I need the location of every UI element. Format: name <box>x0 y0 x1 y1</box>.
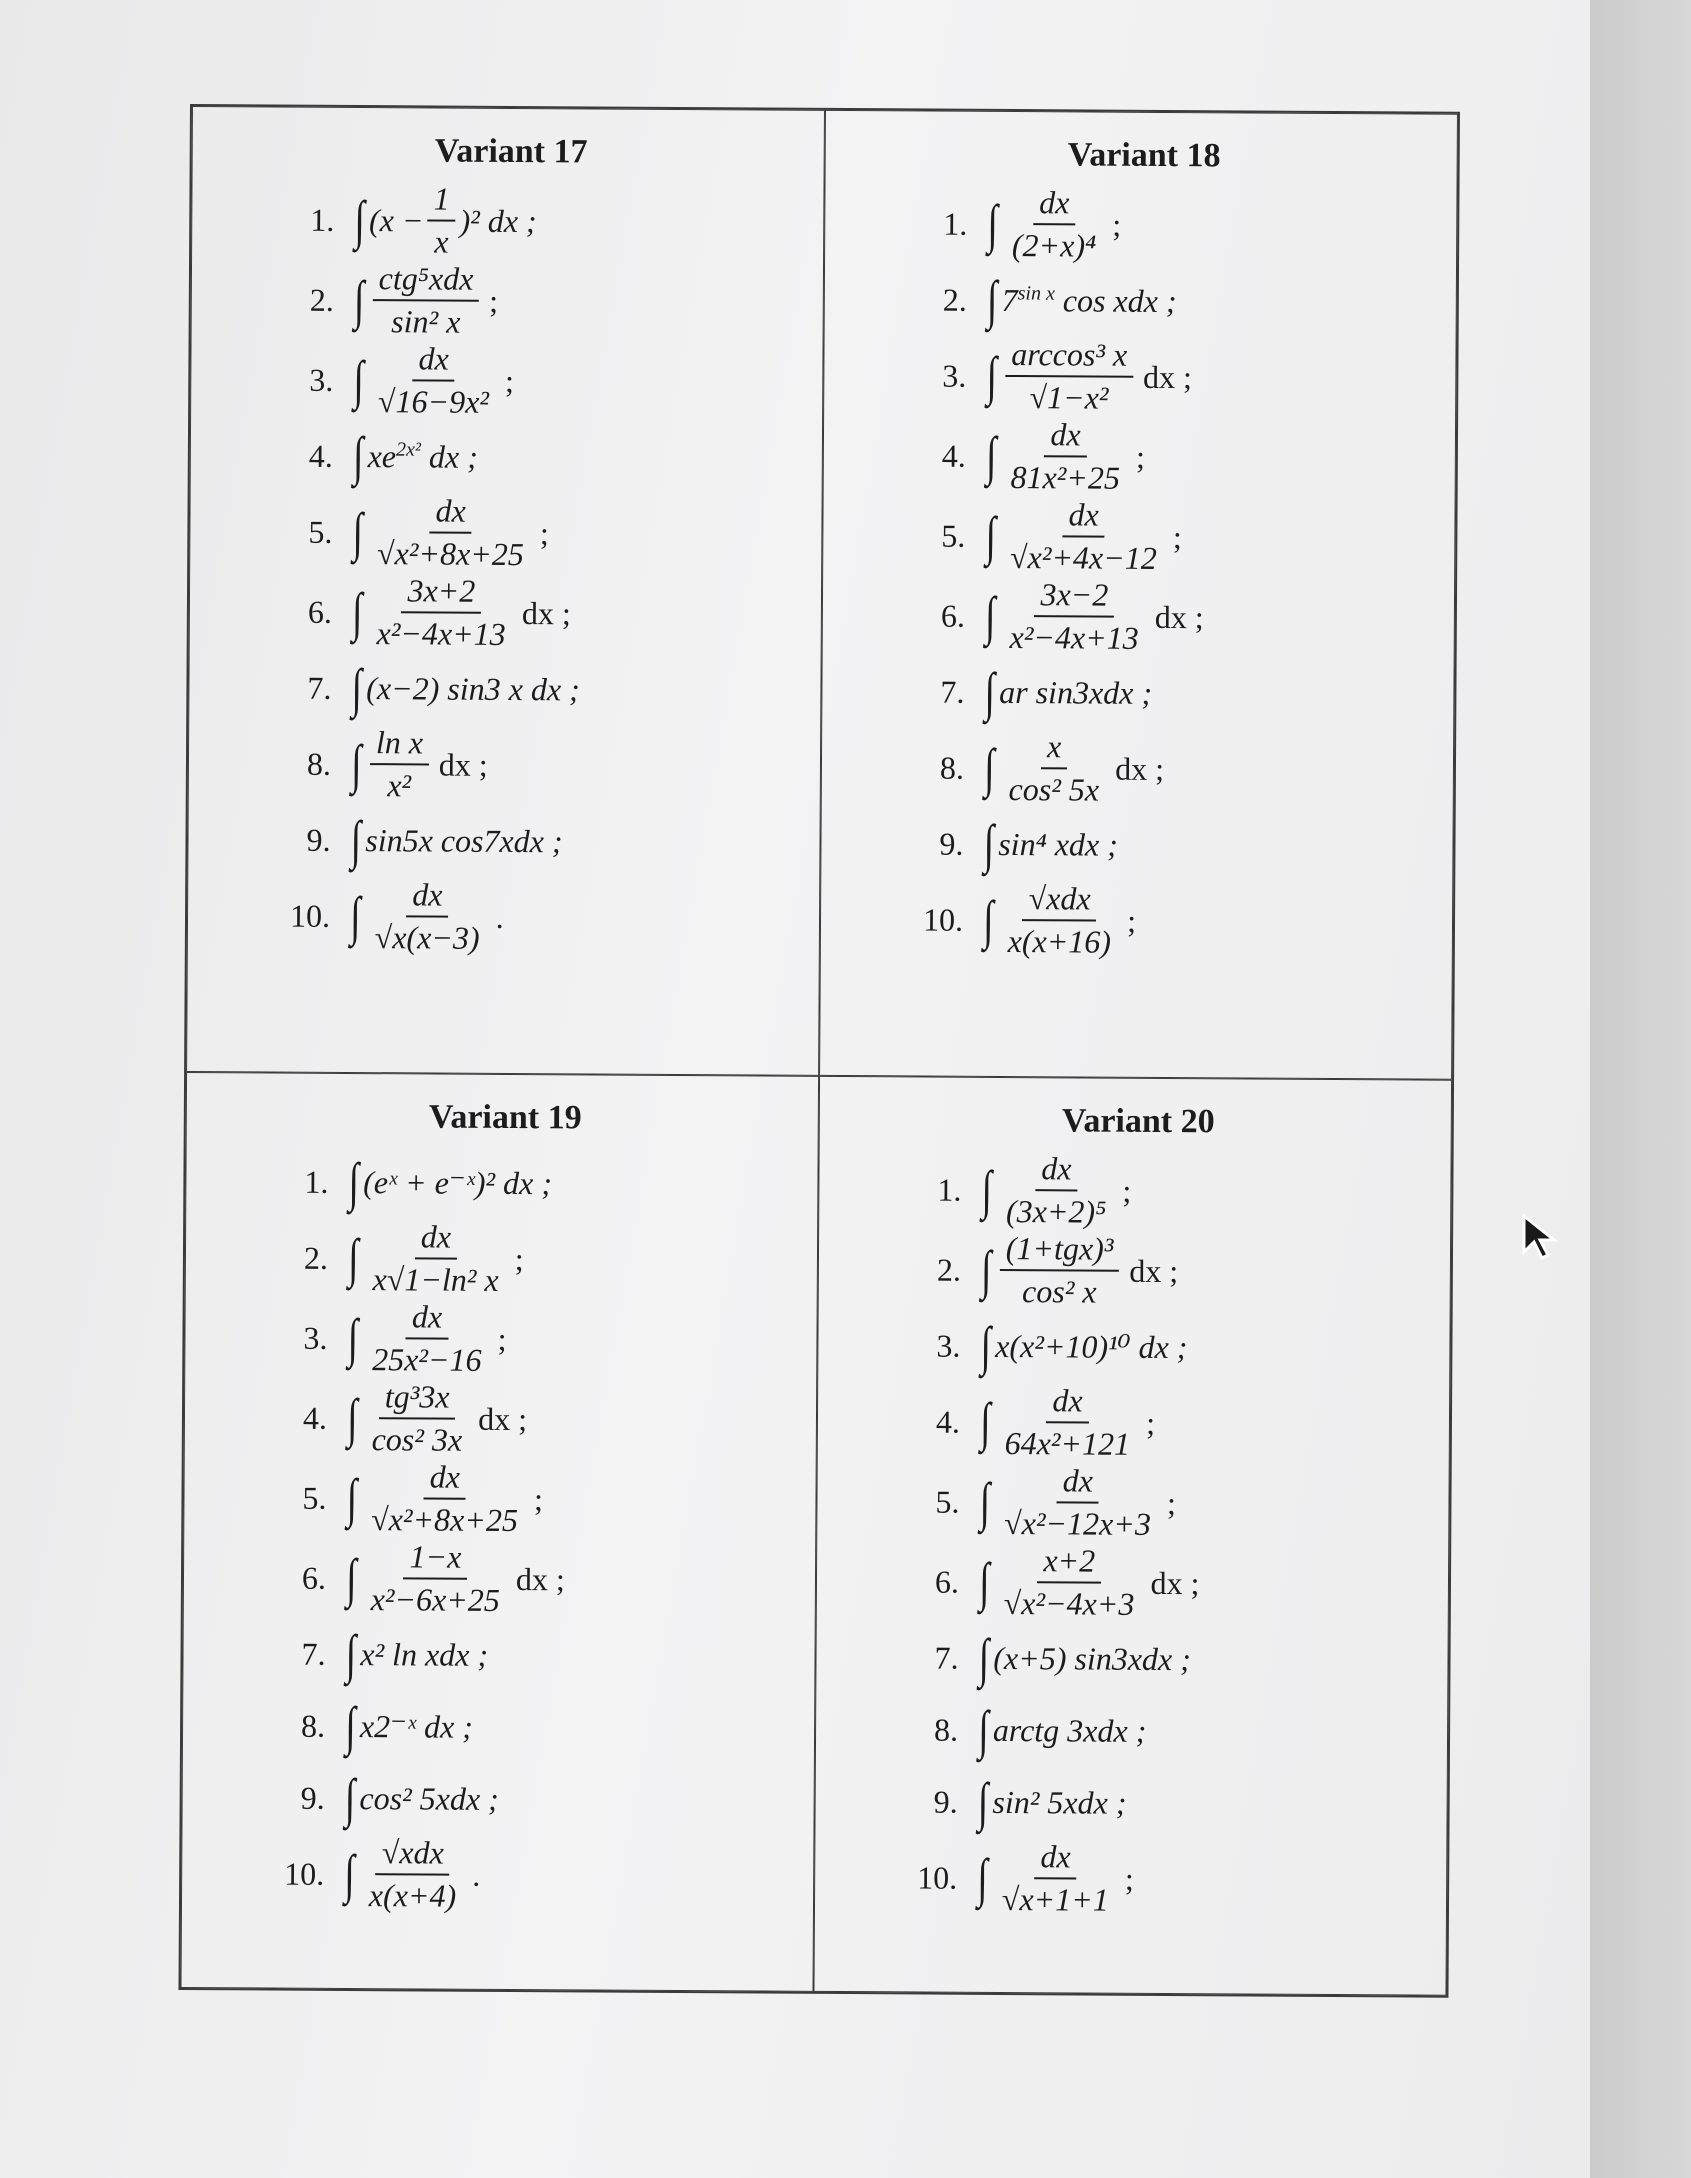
problem-number: 7. <box>940 673 965 710</box>
integral-sign: ∫ <box>987 193 999 254</box>
problem-item <box>903 1541 1428 1624</box>
problem-number: 5. <box>941 517 966 554</box>
problem-item <box>907 807 1432 882</box>
integral-sign: ∫ <box>345 1695 356 1757</box>
denominator: cos² x <box>1022 1273 1097 1310</box>
variant-cell <box>186 106 825 1076</box>
problem-number: 3. <box>936 1327 961 1364</box>
numerator: dx <box>1062 496 1104 537</box>
numerator: 3x−2 <box>1034 576 1114 617</box>
denominator: √x²+8x+25 <box>371 1501 519 1539</box>
problem-item <box>277 340 802 423</box>
numerator: dx <box>412 340 454 381</box>
problem-number: 7. <box>301 1635 326 1672</box>
problem-item <box>269 1618 794 1693</box>
problem-number: 1. <box>937 1171 962 1208</box>
integral-sign: ∫ <box>983 813 995 874</box>
fraction <box>363 1834 463 1915</box>
expression-tail: ; <box>1146 1404 1156 1441</box>
integral-sign: ∫ <box>347 1387 358 1449</box>
numerator: arccos³ x <box>1005 336 1133 378</box>
variant-title: Variant 20 <box>1061 1102 1215 1141</box>
problem-list <box>901 1149 1431 1920</box>
denominator: x√1−ln² x <box>372 1261 499 1298</box>
integral-sign: ∫ <box>348 1151 360 1213</box>
problem-number: 10. <box>289 897 331 934</box>
problem-item <box>274 804 799 879</box>
problem-item <box>909 575 1434 658</box>
problem-number: 9. <box>300 1779 325 1816</box>
expression: (x − <box>368 201 424 238</box>
expression-tail: dx ; <box>515 1560 565 1597</box>
expression-tail: ; <box>1124 1860 1134 1897</box>
integral-sign: ∫ <box>347 1227 359 1289</box>
expression-tail: ; <box>489 282 499 319</box>
expression-tail: ; <box>1127 902 1137 939</box>
problem-number: 7. <box>307 669 332 706</box>
fraction <box>427 180 455 260</box>
problem-number: 2. <box>936 1251 962 1288</box>
problem-number: 8. <box>306 745 332 782</box>
problem-item <box>269 1690 794 1765</box>
integral-sign: ∫ <box>353 270 365 331</box>
problem-number: 9. <box>306 821 331 858</box>
problem-number: 2. <box>309 281 334 318</box>
problem-number: 9. <box>933 1783 958 1820</box>
problem-item <box>904 1309 1429 1384</box>
numerator: 3x+2 <box>401 572 481 613</box>
denominator: (3x+2)⁵ <box>1005 1193 1107 1230</box>
numerator: dx <box>406 876 448 917</box>
integral-sign: ∫ <box>353 350 365 411</box>
problem-item <box>904 1381 1429 1464</box>
problem-number: 3. <box>309 361 334 398</box>
expression: $xe^{2x^2}$ dx ; <box>367 437 478 475</box>
problem-number: 2. <box>942 281 967 318</box>
integral-sign: ∫ <box>352 426 364 487</box>
problem-number: 6. <box>934 1563 960 1600</box>
problem-item <box>911 183 1436 266</box>
problem-item <box>270 1458 795 1541</box>
denominator: cos² 5x <box>1008 771 1100 808</box>
problem-number: 1. <box>304 1163 329 1200</box>
denominator: x²−4x+13 <box>1009 619 1139 656</box>
integral-sign: ∫ <box>981 1159 993 1220</box>
problem-item <box>277 420 802 495</box>
problem-item <box>276 492 801 575</box>
integral-sign: ∫ <box>978 1699 989 1760</box>
integral-sign: ∫ <box>980 1239 992 1300</box>
problem-item <box>908 727 1433 810</box>
integral-sign: ∫ <box>980 1315 992 1376</box>
problem-item <box>910 335 1435 418</box>
problem-number: 10. <box>917 1858 958 1896</box>
numerator: dx <box>1044 416 1086 457</box>
problem-number: 6. <box>940 597 966 634</box>
problem-item <box>905 1229 1430 1312</box>
problem-item <box>272 1146 797 1221</box>
problem-item <box>271 1378 796 1461</box>
fraction <box>998 1542 1141 1623</box>
expression-tail: )² dx ; <box>459 202 537 239</box>
expression-tail: . <box>495 898 504 935</box>
problem-list <box>907 183 1437 962</box>
expression: sin5x cos7xdx ; <box>365 821 563 859</box>
integral-sign: ∫ <box>980 1391 991 1452</box>
expression-tail: ; <box>497 1320 507 1357</box>
fraction <box>1004 416 1126 497</box>
expression: sin² 5xdx ; <box>992 1783 1127 1821</box>
problem-number: 8. <box>939 749 965 786</box>
denominator: x <box>434 223 449 260</box>
expression-tail: ; <box>504 362 515 399</box>
numerator: dx <box>1046 1382 1088 1423</box>
problem-item <box>268 1834 793 1917</box>
fraction <box>1004 496 1163 577</box>
integral-sign: ∫ <box>344 1843 355 1905</box>
expression-tail: ; <box>514 1240 524 1277</box>
fraction <box>999 1382 1137 1463</box>
expression: (eˣ + e⁻ˣ)² dx ; <box>363 1164 553 1202</box>
denominator: 64x²+121 <box>1004 1425 1131 1462</box>
denominator: cos² 3x <box>371 1421 463 1458</box>
problem-item <box>901 1837 1426 1920</box>
fraction <box>369 876 486 957</box>
integral-sign: ∫ <box>346 1547 357 1609</box>
integral-sign: ∫ <box>984 661 996 722</box>
fraction <box>999 1230 1119 1311</box>
problem-item <box>276 572 801 655</box>
denominator: x²−6x+25 <box>370 1581 500 1618</box>
fraction <box>365 1538 507 1619</box>
denominator: x²−4x+13 <box>376 615 506 652</box>
problem-item <box>903 1461 1428 1544</box>
problem-item <box>274 876 799 959</box>
expression-tail: dx ; <box>1115 750 1165 787</box>
numerator: 1 <box>428 180 456 221</box>
numerator: √xdx <box>1022 880 1096 921</box>
problem-item <box>902 1621 1427 1696</box>
problem-item <box>910 415 1435 498</box>
numerator: x <box>1041 728 1067 769</box>
expression-tail: ; <box>1122 1172 1132 1209</box>
expression: sin⁴ xdx ; <box>998 825 1118 863</box>
fraction <box>1000 1150 1113 1231</box>
problem-item <box>278 260 803 343</box>
integral-sign: ∫ <box>985 425 997 486</box>
expression-tail: dx ; <box>478 1400 528 1437</box>
expression: cos² 5xdx ; <box>359 1779 499 1817</box>
expression-tail: ; <box>1166 1484 1177 1521</box>
denominator: √1−x² <box>1029 379 1109 416</box>
problem-item <box>909 495 1434 578</box>
denominator: (2+x)⁴ <box>1011 227 1097 264</box>
fraction <box>366 1298 488 1379</box>
problem-number: 10. <box>922 900 964 938</box>
numerator: (1+tgx)³ <box>1000 1230 1120 1272</box>
denominator: sin² x <box>391 303 461 340</box>
integral-sign: ∫ <box>350 885 361 947</box>
integral-sign: ∫ <box>350 809 362 871</box>
denominator: x² <box>387 767 412 804</box>
problem-item <box>275 652 800 727</box>
problem-item <box>278 180 803 263</box>
expression: ar sin3xdx ; <box>999 673 1153 711</box>
expression-tail: . <box>472 1856 481 1893</box>
integral-sign: ∫ <box>986 269 998 330</box>
integral-sign: ∫ <box>983 889 994 950</box>
integral-sign: ∫ <box>979 1551 990 1612</box>
variant-cell <box>819 110 1458 1080</box>
problem-number: 2. <box>303 1239 329 1276</box>
variant-cell <box>813 1076 1452 1996</box>
numerator: dx <box>406 1298 448 1339</box>
background-strip <box>1590 0 1691 2178</box>
numerator: ln x <box>370 724 429 765</box>
problem-number: 6. <box>301 1559 327 1596</box>
numerator: dx <box>1034 1838 1076 1879</box>
variant-cell <box>180 1072 819 1992</box>
integral-sign: ∫ <box>344 1767 356 1829</box>
fraction <box>367 1218 506 1299</box>
integral-sign: ∫ <box>977 1847 988 1908</box>
integral-sign: ∫ <box>345 1623 357 1685</box>
fraction <box>372 340 495 421</box>
expression: x² ln xdx ; <box>360 1635 489 1673</box>
fraction <box>1003 576 1145 657</box>
problem-number: 8. <box>300 1707 326 1744</box>
variant-title: Variant 18 <box>1067 136 1221 175</box>
fraction <box>1006 184 1103 265</box>
problem-number: 4. <box>935 1403 961 1440</box>
expression: (x+5) sin3xdx ; <box>993 1639 1191 1677</box>
variant-title: Variant 19 <box>428 1098 582 1137</box>
expression: $7^{sin x}$ cos xdx ; <box>1001 281 1177 319</box>
problem-number: 9. <box>939 825 964 862</box>
fraction <box>998 1462 1157 1543</box>
expression-tail: ; <box>1135 438 1146 475</box>
integral-sign: ∫ <box>354 190 366 251</box>
integral-sign: ∫ <box>346 1467 358 1529</box>
numerator: dx <box>429 492 471 533</box>
expression-tail: ; <box>533 1480 544 1517</box>
problem-number: 4. <box>941 437 966 474</box>
problem-item <box>271 1298 796 1381</box>
denominator: 25x²−16 <box>372 1341 482 1378</box>
problem-item <box>275 724 800 807</box>
denominator: 81x²+25 <box>1010 459 1121 496</box>
expression: x2⁻ˣ dx ; <box>359 1708 473 1745</box>
expression-tail: dx ; <box>1142 358 1193 395</box>
variants-table <box>178 104 1459 1998</box>
problem-list <box>268 1146 798 1917</box>
fraction <box>372 260 479 341</box>
expression-tail: dx ; <box>1150 1564 1200 1601</box>
integral-sign: ∫ <box>985 505 997 566</box>
numerator: dx <box>415 1218 457 1259</box>
denominator: x(x+16) <box>1007 923 1112 960</box>
problem-number: 5. <box>308 513 333 550</box>
numerator: dx <box>1035 1150 1077 1191</box>
integral-sign: ∫ <box>979 1471 991 1532</box>
expression-tail: ; <box>539 514 549 551</box>
denominator: √16−9x² <box>377 383 490 420</box>
numerator: tg³3x <box>379 1378 456 1419</box>
problem-item <box>902 1693 1427 1768</box>
problem-item <box>270 1538 795 1621</box>
fraction <box>1005 336 1133 417</box>
fraction <box>1003 728 1106 809</box>
integral-sign: ∫ <box>351 657 363 719</box>
denominator: √x²+8x+25 <box>376 535 524 573</box>
problem-number: 7. <box>934 1639 959 1676</box>
denominator: √x²+4x−12 <box>1009 539 1157 576</box>
problem-item <box>908 655 1433 730</box>
expression-tail: dx ; <box>438 746 488 783</box>
denominator: x(x+4) <box>368 1877 457 1914</box>
fraction <box>1002 880 1118 961</box>
denominator: √x(x−3) <box>374 919 480 956</box>
problem-number: 1. <box>943 205 968 242</box>
problem-number: 6. <box>307 593 333 630</box>
problem-number: 8. <box>933 1711 959 1748</box>
integral-sign: ∫ <box>984 585 996 646</box>
numerator: dx <box>1033 184 1075 225</box>
fraction <box>370 724 430 804</box>
problem-item <box>907 879 1432 962</box>
problem-number: 4. <box>308 437 333 474</box>
problem-item <box>268 1762 793 1837</box>
problem-item <box>911 263 1436 338</box>
problem-number: 5. <box>935 1483 960 1520</box>
integral-sign: ∫ <box>351 582 363 643</box>
expression: arctg 3xdx ; <box>992 1711 1147 1749</box>
fraction <box>370 572 512 653</box>
expression-tail: dx ; <box>1154 598 1204 635</box>
problem-number: 3. <box>303 1319 328 1356</box>
integral-sign: ∫ <box>978 1627 990 1688</box>
problem-number: 10. <box>284 1855 325 1892</box>
expression-tail: ; <box>1172 518 1182 555</box>
numerator: 1−x <box>403 1538 467 1579</box>
problem-number: 3. <box>942 357 967 394</box>
problem-number: 5. <box>302 1479 327 1516</box>
expression-tail: dx ; <box>1129 1252 1179 1289</box>
denominator: √x²−4x+3 <box>1003 1584 1135 1622</box>
problem-number: 1. <box>310 201 335 238</box>
numerator: √xdx <box>376 1834 450 1875</box>
variant-title: Variant 17 <box>434 132 588 171</box>
integral-sign: ∫ <box>977 1771 989 1832</box>
problem-item <box>905 1149 1430 1232</box>
integral-sign: ∫ <box>986 345 998 406</box>
problem-item <box>901 1765 1426 1840</box>
expression-tail: ; <box>1112 206 1122 243</box>
fraction <box>996 1838 1115 1919</box>
integral-sign: ∫ <box>347 1307 359 1369</box>
integral-sign: ∫ <box>352 502 364 563</box>
numerator: x+2 <box>1037 1542 1101 1583</box>
denominator: √x+1+1 <box>1001 1880 1109 1918</box>
numerator: dx <box>424 1458 466 1499</box>
expression-tail: dx ; <box>521 594 571 631</box>
problem-number: 4. <box>302 1399 328 1436</box>
expression: (x−2) sin3 x dx ; <box>366 669 580 707</box>
fraction <box>371 492 530 573</box>
fraction <box>366 1378 469 1459</box>
numerator: ctg⁵xdx <box>373 260 480 302</box>
numerator: dx <box>1057 1462 1099 1503</box>
fraction <box>365 1458 524 1539</box>
integral-sign: ∫ <box>351 733 362 795</box>
integral-sign: ∫ <box>983 737 995 798</box>
denominator: √x²−12x+3 <box>1004 1505 1152 1542</box>
problem-item <box>272 1218 797 1301</box>
mouse-pointer-icon <box>1522 1214 1562 1262</box>
expression: x(x²+10)¹⁰ dx ; <box>995 1327 1188 1366</box>
problem-list <box>274 180 804 959</box>
